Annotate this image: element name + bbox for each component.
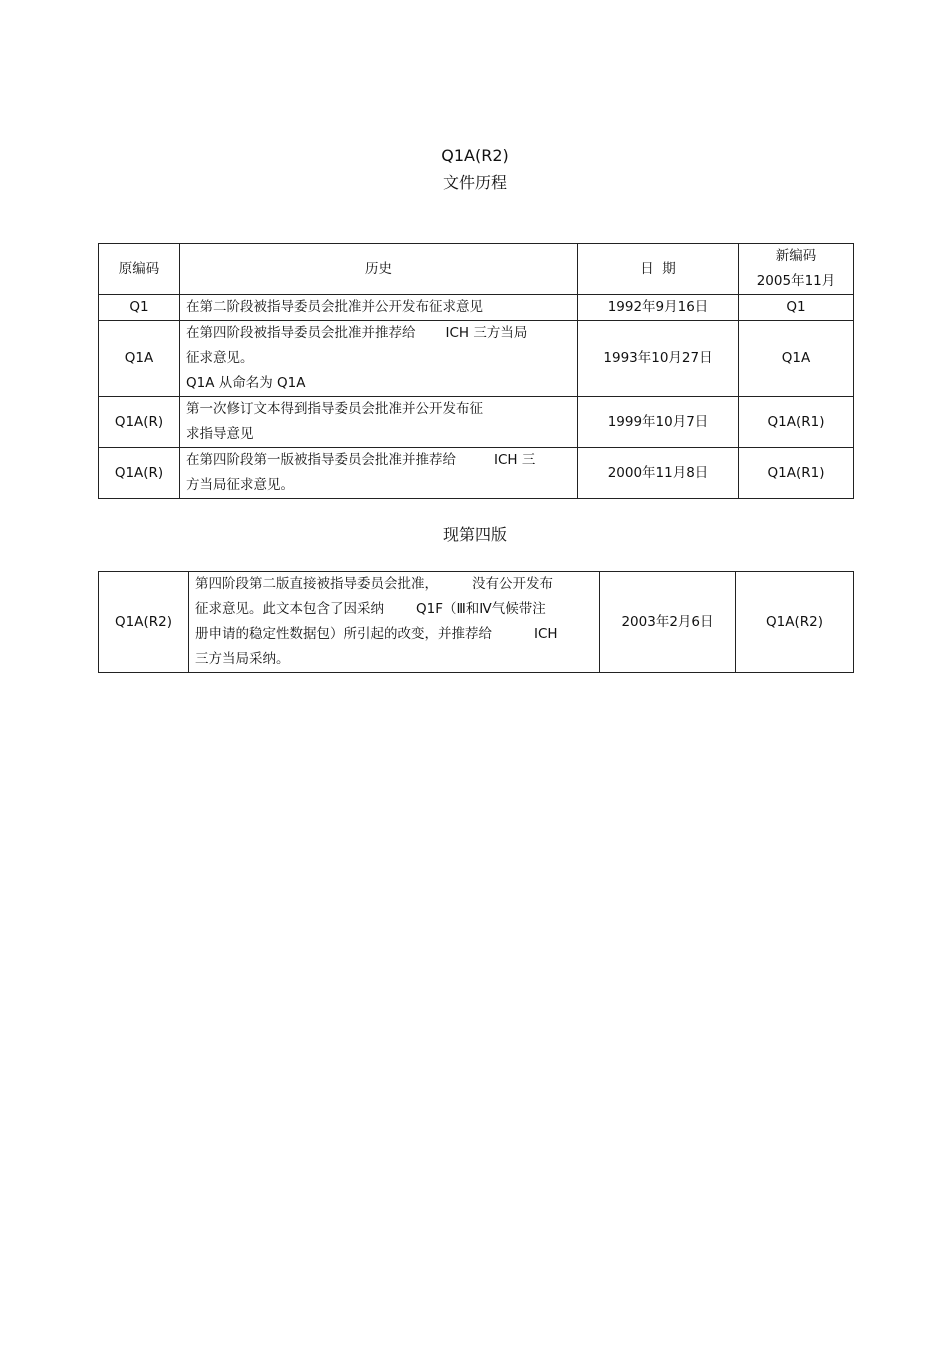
header-new-code-label: 新编码 [775, 248, 817, 264]
history-line: Q1A 从命名为 Q1A [186, 375, 306, 391]
header-new-code-date: 2005年11月 [756, 273, 836, 289]
history-text: ICH 三 [494, 452, 536, 468]
row-date: 1992年9月16日 [578, 295, 739, 321]
table-header-row [99, 244, 854, 295]
history-text: 在第四阶段第一版被指导委员会批准并推荐给 [186, 452, 456, 468]
history-line [195, 597, 593, 622]
history-line [195, 622, 593, 647]
row-new-code: Q1A [739, 321, 854, 397]
row-code: Q1A(R) [99, 397, 180, 448]
row-new-code: Q1A(R1) [739, 448, 854, 499]
row-new-code: Q1 [739, 295, 854, 321]
row-history [180, 448, 578, 499]
header-history: 历史 [180, 244, 578, 295]
table-row [99, 295, 854, 321]
history-line: 第一次修订文本得到指导委员会批准并公开发布征 [186, 401, 483, 417]
row-history [180, 397, 578, 448]
history-text: 征求意见。此文本包含了因采纳 [195, 601, 384, 617]
row-history [189, 572, 600, 673]
history-line: 征求意见。 [186, 350, 254, 366]
section-title: 现第四版 [442, 525, 507, 544]
table-row [99, 397, 854, 448]
row-date: 1999年10月7日 [578, 397, 739, 448]
row-new-code: Q1A(R2) [736, 572, 854, 673]
row-code: Q1A [99, 321, 180, 397]
table-row [99, 572, 854, 673]
current-version-table [98, 571, 854, 673]
history-line [195, 572, 593, 597]
history-line [186, 321, 571, 346]
history-text: 第四阶段第二版直接被指导委员会批准， [195, 576, 438, 592]
history-line: 方当局征求意见。 [186, 477, 294, 493]
table-row [99, 321, 854, 397]
row-date: 2000年11月8日 [578, 448, 739, 499]
table-row [99, 448, 854, 499]
history-text: 没有公开发布 [472, 576, 553, 592]
row-code: Q1A(R) [99, 448, 180, 499]
history-text: ICH [534, 626, 558, 642]
row-date: 1993年10月27日 [578, 321, 739, 397]
row-new-code: Q1A(R1) [739, 397, 854, 448]
history-line: 三方当局采纳。 [195, 651, 290, 667]
header-orig-code: 原编码 [99, 244, 180, 295]
history-text: 册申请的稳定性数据包）所引起的改变，并推荐给 [195, 626, 492, 642]
doc-history-title: 文件历程 [442, 173, 507, 192]
history-line: 求指导意见 [186, 426, 254, 442]
doc-code-title: Q1A(R2) [441, 146, 509, 165]
row-code: Q1 [99, 295, 180, 321]
history-text: Q1F（Ⅲ和Ⅳ气候带注 [416, 601, 546, 617]
row-date: 2003年2月6日 [600, 572, 736, 673]
header-new-code [739, 244, 854, 295]
row-history [180, 321, 578, 397]
row-history: 在第二阶段被指导委员会批准并公开发布征求意见 [180, 295, 578, 321]
history-text: 在第四阶段被指导委员会批准并推荐给 [186, 325, 416, 341]
history-text: ICH 三方当局 [445, 325, 528, 341]
row-code: Q1A(R2) [99, 572, 189, 673]
history-line [186, 448, 571, 473]
header-date: 日 期 [578, 244, 739, 295]
history-table [98, 243, 854, 499]
